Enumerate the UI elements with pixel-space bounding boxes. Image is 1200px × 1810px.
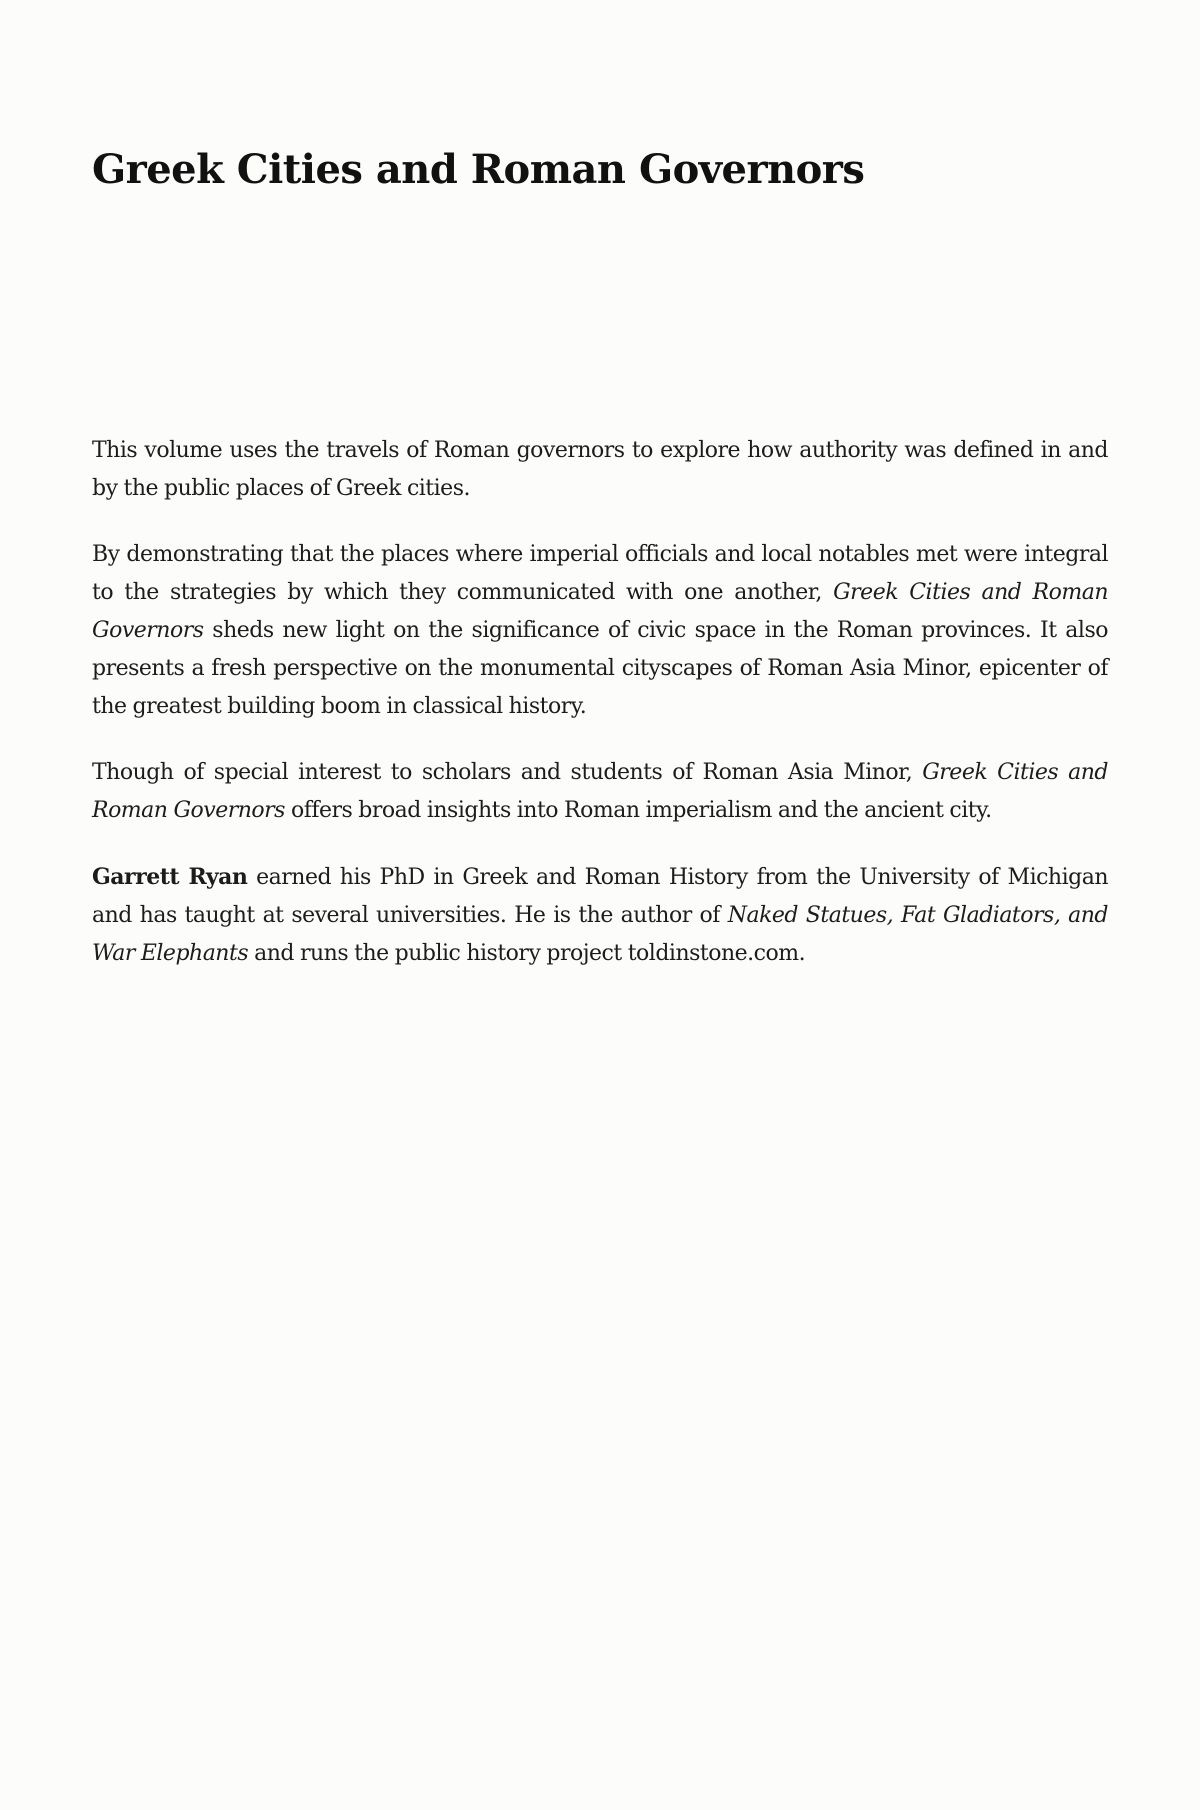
blurb-argument-text-end: sheds new light on the significance of civic space in the Roman provinces. It also presents a fresh perspective on the monumental cityscapes of Roman Asia Minor, epicenter of the greatest building boom in classical history. [92,618,1108,719]
blurb-argument-book-title: Greek Cities and Roman Governors [92,580,1108,643]
author-other-book-title: Naked Statues, Fat Gladiators, and War Elephants [92,903,1108,966]
author-bio-text-end: and runs the public history project toldinstone.com. [248,941,806,966]
author-bio [92,858,1108,973]
book-title: Greek Cities and Roman Governors [92,146,865,193]
author-name: Garrett Ryan [92,864,248,890]
blurb-argument-text-start: By demonstrating that the places where imperial officials and local notables met were integral to the strategies by which they communicated with one another, [92,542,1108,605]
blurb-summary-text: This volume uses the travels of Roman governors to explore how authority was defined in and by the public places of Greek cities. [92,438,1108,501]
cover-blurb [92,432,1108,1001]
blurb-paragraph-argument [92,536,1108,726]
blurb-paragraph-summary [92,432,1108,508]
blurb-audience-text-end: offers broad insights into Roman imperialism and the ancient city. [284,798,992,823]
author-bio-text-start: earned his PhD in Greek and Roman History from the University of Michigan and has taught at several universities. He is the author of [92,865,1109,928]
blurb-audience-book-title: Greek Cities and Roman Governors [92,760,1108,823]
blurb-audience-text-start: Though of special interest to scholars and students of Roman Asia Minor, [92,760,923,785]
back-cover [92,0,1109,966]
blurb-paragraph-audience [92,754,1108,830]
